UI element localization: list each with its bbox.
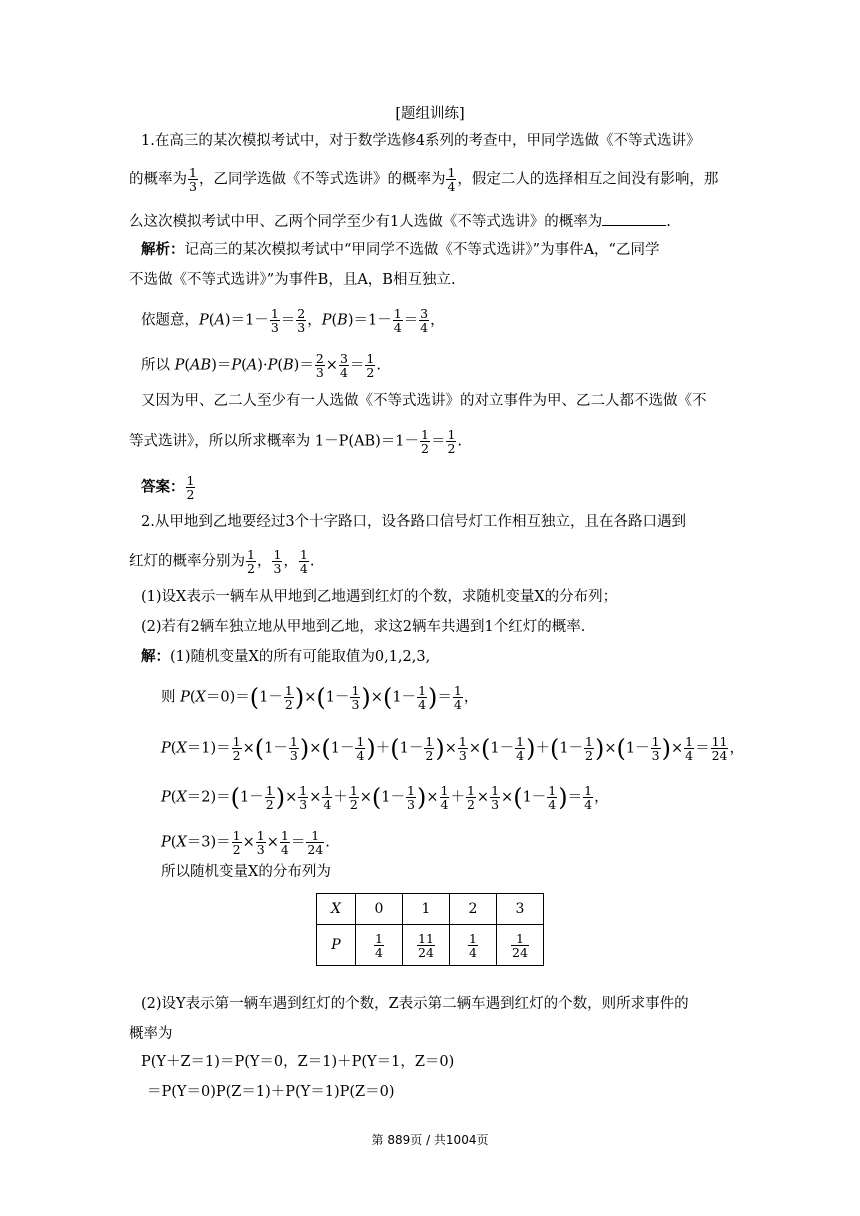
table-prob-cell: $\frac{1}{4}$ (450, 925, 497, 966)
analysis-line-1: 解析：记高三的某次模拟考试中“甲同学不选做《不等式选讲》”为事件A，“乙同学 (141, 241, 660, 258)
answer-blank (602, 211, 666, 226)
solution-px2: P(X＝2)＝(1－ $\frac{1}{2}$ )× $\frac{1}{3}$ × $\frac{1}{4}$ ＋ $\frac{1}{2}$ ×(1－ $\frac{1}{3}$ )× $\frac{1}{4}$ ＋ $\frac{1}{2}$ × $\frac{1}{3}$ ×(1－ $\frac{1}{4}$ )＝ $\frac{1}{4}$ ， (161, 783, 609, 812)
question-2: (2)若有2辆车独立地从甲地到乙地，求这2辆车共遇到1个红灯的概率. (141, 619, 586, 635)
table-header-cell: 2 (450, 894, 497, 925)
table-prob-cell: $\frac{1}{4}$ (356, 925, 403, 966)
page-footer: 第 889页 / 共1004页 (371, 1133, 489, 1147)
table-header-cell: 0 (356, 894, 403, 925)
solution-px1: P(X＝1)＝ $\frac{1}{2}$ ×(1－ $\frac{1}{3}$ )×(1－ $\frac{1}{4}$ )＋(1－ $\frac{1}{2}$ )× $\frac{1}{3}$ ×(1－ $\frac{1}{4}$ )＋(1－ $\frac{1}{2}$ )×(1－ $\frac{1}{3}$ )× $\frac{1}{4}$ ＝ $\frac{11}{24}$ ， (161, 734, 744, 763)
distribution-table (316, 893, 544, 966)
answer-line: 答案： $\frac{1}{2}$ (141, 473, 195, 502)
table-prob-cell: $\frac{11}{24}$ (403, 925, 450, 966)
table-intro: 所以随机变量X的分布列为 (161, 864, 331, 880)
table-header-cell: 3 (497, 894, 544, 925)
table-prob-cell: $\frac{1}{24}$ (497, 925, 544, 966)
problem-2-line-1: 2.从甲地到乙地要经过3个十字路口，设各路口信号灯工作相互独立，且在各路口遇到 (141, 514, 687, 530)
problem-2-line-2: 红灯的概率分别为 $\frac{1}{2}$ ， $\frac{1}{3}$ ， $\frac{1}{4}$ . (129, 547, 315, 576)
analysis-line-3: 依题意，P(A)＝1－ $\frac{1}{3}$ ＝ $\frac{2}{3}$ ，P(B)＝1－ $\frac{1}{4}$ ＝ $\frac{3}{4}$ ， (141, 306, 445, 335)
analysis-line-5: 又因为甲、乙二人至少有一人选做《不等式选讲》的对立事件为甲、乙二人都不选做《不 (141, 393, 707, 409)
table-row-label: P (317, 925, 356, 966)
part-2-line-1: (2)设Y表示第一辆车遇到红灯的个数，Z表示第二辆车遇到红灯的个数，则所求事件的 (141, 996, 689, 1012)
question-1: (1)设X表示一辆车从甲地到乙地遇到红灯的个数，求随机变量X的分布列； (141, 589, 618, 605)
section-title: [题组训练] (395, 106, 465, 122)
part-2-line-2: 概率为 (129, 1026, 173, 1042)
analysis-line-4: 所以 P(AB)＝P(A)·P(B)＝ $\frac{2}{3}$ × $\frac{3}{4}$ ＝ $\frac{1}{2}$ . (141, 351, 381, 380)
table-header-x: X (317, 894, 356, 925)
table-header-cell: 1 (403, 894, 450, 925)
part-2-line-3: P(Y＋Z＝1)＝P(Y＝0，Z＝1)＋P(Y＝1，Z＝0) (141, 1054, 455, 1070)
analysis-line-6: 等式选讲》，所以所求概率为 1－P(AB)＝1－ $\frac{1}{2}$ ＝ $\frac{1}{2}$ . (129, 427, 463, 456)
part-2-line-4: ＝P(Y＝0)P(Z＝1)＋P(Y＝1)P(Z＝0) (147, 1084, 395, 1100)
solution-px3: P(X＝3)＝ $\frac{1}{2}$ × $\frac{1}{3}$ × $\frac{1}{4}$ ＝ $\frac{1}{24}$ . (161, 828, 330, 857)
problem-1-line-1: 1.在高三的某次模拟考试中，对于数学选修4系列的考查中，甲同学选做《不等式选讲》 (141, 133, 701, 149)
problem-1-line-2: 的概率为 $\frac{1}{3}$ ，乙同学选做《不等式选讲》的概率为 $\frac{1}{4}$ ，假定二人的选择相互之间没有影响，那 (129, 165, 719, 194)
analysis-line-2: 不选做《不等式选讲》”为事件B，且A，B相互独立. (129, 272, 456, 288)
problem-1-line-3: 么这次模拟考试中甲、乙两个同学至少有1人选做《不等式选讲》的概率为 . (129, 211, 671, 232)
solution-line-1: 解：(1)随机变量X的所有可能取值为0,1,2,3, (141, 648, 431, 665)
solution-px0: 则 P(X＝0)＝(1－ $\frac{1}{2}$ )×(1－ $\frac{1}{3}$ )×(1－ $\frac{1}{4}$ )＝ $\frac{1}{4}$ ， (161, 683, 479, 712)
